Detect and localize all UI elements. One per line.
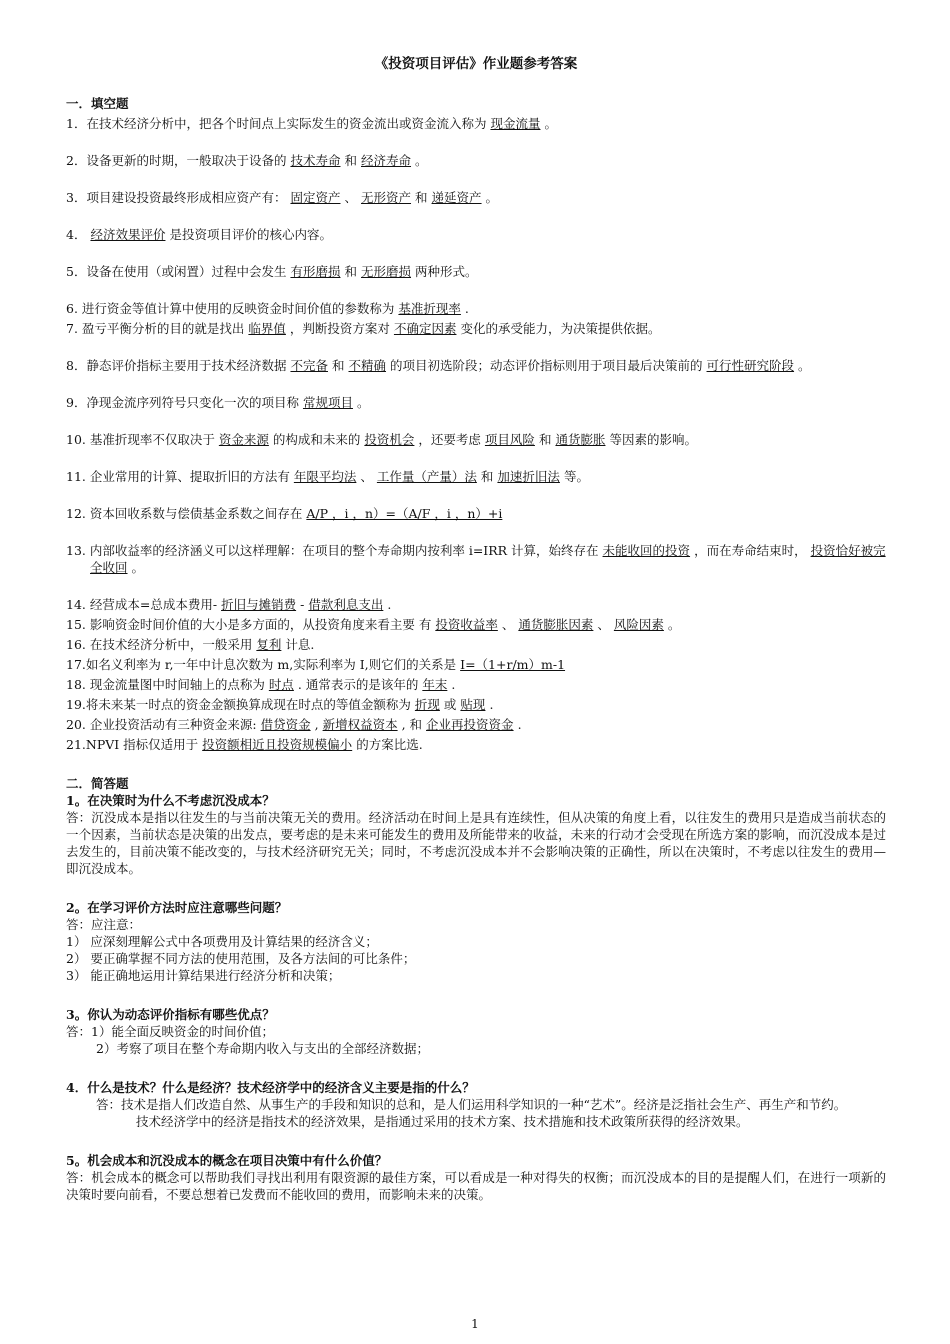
answer-2-point: 3） 能正确地运用计算结果进行经济分析和决策；: [66, 968, 341, 983]
blank-answer: 年限平均法: [293, 469, 357, 484]
fill-blank-item: [66, 115, 886, 132]
blank-answer: 经济寿命: [361, 153, 412, 168]
fill-blank-item: [66, 300, 886, 317]
blank-answer: 无形资产: [361, 190, 412, 205]
blank-answer: 资金来源: [218, 432, 269, 447]
fill-blank-item: [66, 505, 886, 522]
question-text: 19.将未来某一时点的资金金额换算成现在时点的等值金额称为: [66, 697, 411, 712]
question-text: 4．: [66, 227, 87, 242]
blank-answer: 折旧与摊销费: [221, 597, 297, 612]
blank-answer: A/P ，i ，n）=（A/F ，i ，n）+i: [306, 506, 503, 521]
blank-answer: 复利: [256, 637, 282, 652]
blank-answer: 时点: [268, 677, 294, 692]
question-text: 6. 进行资金等值计算中使用的反映资金时间价值的参数称为: [66, 301, 395, 316]
blank-answer: 递延资产: [431, 190, 482, 205]
question-text: 1．在技术经济分析中，把各个时间点上实际发生的资金流出或资金流入称为: [66, 116, 487, 131]
question-text: ，还要考虑: [418, 432, 481, 447]
fill-blank-item: [66, 736, 886, 753]
question-text: 。: [356, 395, 370, 410]
document-page: [66, 56, 886, 1203]
question-text: .: [464, 301, 469, 316]
blank-answer: 不完备: [290, 358, 328, 373]
question-text: 和: [331, 358, 345, 373]
question-text: 。: [415, 153, 428, 168]
question-text: ,: [314, 717, 319, 732]
question-text: 是投资项目评价的核心内容。: [169, 227, 332, 242]
question-text: 、: [501, 617, 515, 632]
fill-blank-item: [66, 394, 886, 411]
question-text: 13. 内部收益率的经济涵义可以这样理解：在项目的整个寿命期内按利率 i=IRR 计算，始终存在: [66, 543, 599, 558]
question-text: 变化的承受能力，为决策提供依据。: [460, 321, 661, 336]
question-text: 和: [480, 469, 494, 484]
question-text: .: [517, 717, 522, 732]
blank-answer: 现金流量: [490, 116, 541, 131]
question-text: 、: [597, 617, 610, 632]
question-text: 10. 基准折现率不仅取决于: [66, 432, 215, 447]
fill-blank-item: [66, 636, 886, 653]
fill-blank-item: [66, 189, 886, 206]
question-text: .: [451, 677, 456, 692]
answer-3-point: 答：1）能全面反映资金的时间价值；: [66, 1024, 274, 1039]
question-5: 5。机会成本和沉没成本的概念在项目决策中有什么价值？: [66, 1153, 388, 1168]
fill-blank-item: [66, 226, 886, 243]
blank-answer: 年末: [422, 677, 448, 692]
blank-answer: 不精确: [348, 358, 387, 373]
blank-answer: 不确定因素: [393, 321, 457, 336]
page-number: 1: [471, 1317, 479, 1331]
question-text: 12. 资本回收系数与偿债基金系数之间存在: [66, 506, 303, 521]
question-text: ，而在寿命结束时，: [694, 543, 807, 558]
question-text: 的方案比选.: [356, 737, 423, 752]
blank-answer: 有形磨损: [290, 264, 341, 279]
question-text: ，判断投资方案对: [289, 321, 390, 336]
blank-answer: 未能收回的投资: [602, 543, 691, 558]
answer-4-part-1: 答：技术是指人们改造自然、从事生产的手段和知识的总和，是人们运用科学知识的一种“艺术”。经济是泛指社会生产、再生产和节约。: [96, 1097, 847, 1112]
question-text: 17.如名义利率为 r,一年中计息次数为 m,实际利率为 I,则它们的关系是: [66, 657, 457, 672]
fill-blank-item: [66, 468, 886, 485]
blank-answer: 投资额相近且投资规模偏小: [202, 737, 353, 752]
question-text: 9．净现金流序列符号只变化一次的项目称: [66, 395, 299, 410]
question-text: 的项目初选阶段；动态评价指标则用于项目最后决策前的: [390, 358, 703, 373]
section-heading-fill-blanks: 一．填空题: [66, 96, 129, 111]
document-title: 《投资项目评估》作业题参考答案: [374, 56, 578, 72]
blank-answer: 投资机会: [364, 432, 415, 447]
blank-answer: 技术寿命: [290, 153, 341, 168]
fill-blank-item: [66, 696, 886, 713]
blank-answer: 投资收益率: [435, 617, 498, 632]
question-text: 18. 现金流量图中时间轴上的点称为: [66, 677, 265, 692]
blank-answer: 项目风险: [484, 432, 535, 447]
question-text: 。: [667, 617, 681, 632]
blank-answer: 通货膨胀: [555, 432, 606, 447]
question-text: 或: [443, 697, 457, 712]
blank-answer: 工作量（产量）法: [376, 469, 477, 484]
blank-answer: 加速折旧法: [497, 469, 560, 484]
answer-2-point: 2） 要正确掌握不同方法的使用范围，及各方法间的可比条件；: [66, 951, 416, 966]
question-text: 20. 企业投资活动有三种资金来源:: [66, 717, 257, 732]
question-text: 16. 在技术经济分析中，一般采用: [66, 637, 253, 652]
fill-blank-item: [66, 263, 886, 280]
question-text: 和: [415, 190, 428, 205]
blank-answer: 贴现: [460, 697, 486, 712]
question-text: 等。: [563, 469, 589, 484]
question-text: 、: [360, 469, 373, 484]
question-1: 1。在决策时为什么不考虑沉没成本？: [66, 793, 275, 808]
question-text: 3．项目建设投资最终形成相应资产有：: [66, 190, 287, 205]
question-text: 8．静态评价指标主要用于技术经济数据: [66, 358, 287, 373]
blank-answer: 可行性研究阶段: [706, 358, 795, 373]
blank-answer: 无形磨损: [361, 264, 412, 279]
question-text: 和: [344, 153, 357, 168]
question-text: 5．设备在使用（或闲置）过程中会发生: [66, 264, 287, 279]
question-text: 和: [344, 264, 357, 279]
blank-answer: 折现: [414, 697, 440, 712]
fill-blank-item: [66, 357, 886, 374]
fill-blank-item: [66, 596, 886, 613]
question-text: 14. 经营成本=总成本费用-: [66, 597, 218, 612]
answer-4-part-2: 技术经济学中的经济是指技术的经济效果，是指通过采用的技术方案、技术措施和技术政策所获得的经济效果。: [136, 1114, 749, 1129]
answer-2-point: 1） 应深刻理解公式中各项费用及计算结果的经济含义；: [66, 934, 378, 949]
fill-blank-item: [66, 616, 886, 633]
question-text: 7. 盈亏平衡分析的目的就是找出: [66, 321, 245, 336]
question-text: 11. 企业常用的计算、提取折旧的方法有: [66, 469, 290, 484]
blank-answer: 借贷资金: [260, 717, 311, 732]
fill-blank-item: [66, 676, 886, 693]
question-4: 4．什么是技术？什么是经济？技术经济学中的经济含义主要是指的什么？: [66, 1080, 475, 1095]
answer-2-intro: 答：应注意：: [66, 917, 142, 932]
question-text: .: [387, 597, 392, 612]
question-text: 等因素的影响。: [609, 432, 697, 447]
blank-answer: 临界值: [248, 321, 286, 336]
question-text: 两种形式。: [415, 264, 478, 279]
question-text: 。: [131, 560, 145, 575]
question-text: 21.NPVI 指标仅适用于: [66, 737, 199, 752]
blank-answer: 固定资产: [290, 190, 341, 205]
question-2: 2。在学习评价方法时应注意哪些问题？: [66, 900, 288, 915]
fill-blank-item: [66, 431, 886, 448]
question-text: -: [300, 597, 305, 612]
blank-answer: 常规项目: [302, 395, 353, 410]
fill-blank-item: [66, 656, 886, 673]
fill-blank-item: [66, 716, 886, 733]
question-text: 和: [538, 432, 552, 447]
blank-answer: 经济效果评价: [90, 227, 166, 242]
blank-answer: 新增权益资本: [322, 717, 398, 732]
question-text: , 和: [401, 717, 423, 732]
question-text: 15. 影响资金时间价值的大小是多方面的，从投资角度来看主要 有: [66, 617, 432, 632]
fill-blank-item: [66, 542, 886, 576]
question-text: 。: [798, 358, 811, 373]
blank-answer: 基准折现率: [398, 301, 461, 316]
answer-5: 答：机会成本的概念可以帮助我们寻找出利用有限资源的最佳方案，可以看成是一种对得失的权衡；而沉没成本的目的是提醒人们，在进行一项新的决策时要向前看，不要总想着已发费而不能收回的费用，而影响未来的决策。: [66, 1170, 886, 1202]
question-text: 2．设备更新的时期，一般取决于设备的: [66, 153, 287, 168]
fill-blank-item: [66, 152, 886, 169]
fill-blank-list: [66, 115, 886, 753]
question-3: 3。你认为动态评价指标有哪些优点？: [66, 1007, 275, 1022]
question-text: 。: [485, 190, 499, 205]
question-text: 的构成和未来的: [272, 432, 361, 447]
question-text: 、: [344, 190, 357, 205]
question-text: 计息.: [285, 637, 315, 652]
blank-answer: 借款利息支出: [308, 597, 384, 612]
answer-3-point: 2）考察了项目在整个寿命期内收入与支出的全部经济数据；: [96, 1041, 429, 1056]
blank-answer: 企业再投资资金: [426, 717, 514, 732]
question-text: . 通常表示的是该年的: [297, 677, 419, 692]
section-heading-short-answer: 二．简答题: [66, 776, 129, 791]
blank-answer: 风险因素: [613, 617, 664, 632]
blank-answer: I=（1+r/m）m-1: [460, 657, 566, 672]
fill-blank-item: [66, 320, 886, 337]
question-text: .: [489, 697, 494, 712]
question-text: 。: [544, 116, 557, 131]
blank-answer: 通货膨胀因素: [518, 617, 594, 632]
answer-1: 答：沉没成本是指以往发生的与当前决策无关的费用。经济活动在时间上是具有连续性，但从决策的角度上看，以往发生的费用只是造成当前状态的一个因素，当前状态是决策的出发点，要考虑的是未来可能发生的费用及所能带来的收益，未来的行动才会受现在所选方案的影响，而沉没成本是过去发生的，目前决策不能改变的，与技术经济研究无关；同时，不考虑沉没成本并不会影响决策的正确性，所以在决策时，不考虑以往发生的费用—即沉没成本。: [66, 810, 886, 876]
blank-answer: 投资恰好被完全收回: [90, 543, 886, 575]
